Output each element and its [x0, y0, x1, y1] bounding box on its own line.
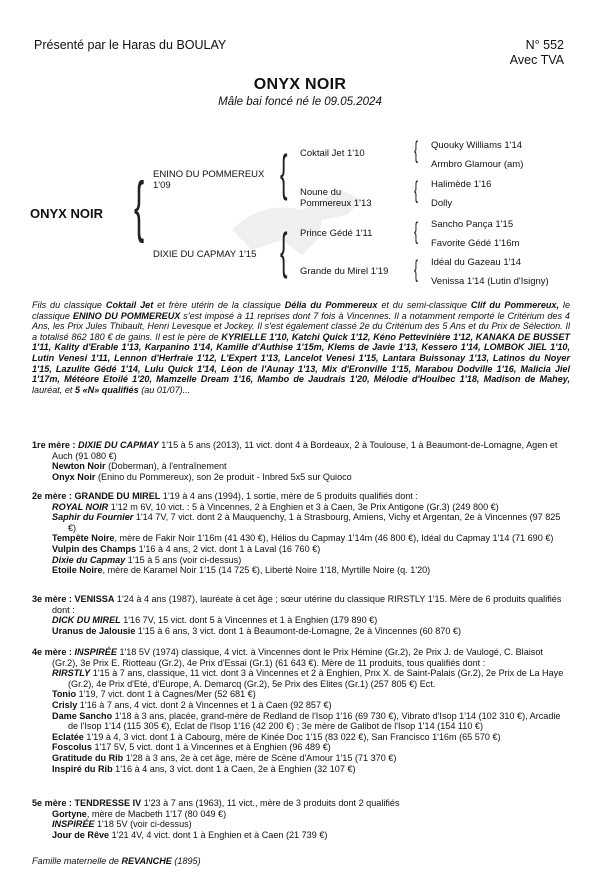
pedigree-gen3-3: Halimède 1'16 [431, 179, 492, 190]
pedigree-gen3-5: Sancho Pança 1'15 [431, 219, 514, 230]
pedigree-gen3-7: Idéal du Gazeau 1'14 [431, 257, 522, 268]
pedigree-subject: ONYX NOIR [30, 206, 103, 221]
pedigree-gen3-8: Venissa 1'14 (Lutin d'Isigny) [431, 276, 549, 287]
horse-title: ONYX NOIR [253, 76, 347, 93]
pedigree-gen3-1: Quouky Williams 1'14 [431, 140, 523, 151]
brace-icon: { [414, 256, 419, 283]
presenter-text: Présenté par le Haras du BOULAY [34, 38, 227, 52]
sire-name: ENINO DU POMMEREUX 1'09 [153, 169, 265, 191]
brace-icon: { [134, 168, 145, 244]
pedigree-gen2-4: Grande du Mirel 1'19 [300, 266, 389, 277]
second-dam-section: 2e mère : GRANDE DU MIREL 1'19 à 4 ans (1994), 1 sortie, mère de 5 produits qualifiés dont : ROYAL NOIR 1'12 m 6V, 10 vict. : 5 à Vincennes, 2 à Enghien et 3 à Caen, 3e Prix Antigone (Gr.3) (249 800 €) Saphir du Fournier 1'14 7V, 7 vict. dont 2 à Mauquenchy, 1 à Strasbourg, Amiens, Vichy et Argentan, 2e à Vincennes (97 825 €) Tempête Noire, mère de Fakir Noir 1'16m (41 430 €), Hélios du Capmay 1'14m (46 800 €), Idéal du Capmay 1'14 (71 690 €) Vulpin des Champs 1'16 à 4 ans, 2 vict. dont 1 à Laval (16 760 €) Dixie du Capmay 1'15 à 5 ans (voir ci-dessus) Etoile Noire, mère de Karamel Noir 1'15 (14 725 €), Liberté Noire 1'18, Myrtille Noire (q. 1'20) [32, 491, 561, 576]
pedigree-gen3-6: Favorite Gédé 1'16m [431, 238, 520, 249]
maternal-family-footer: Famille maternelle de REVANCHE (1895) [32, 856, 201, 866]
fourth-dam-section: 4e mère : INSPIRÉE 1'18 5V (1974) classique, 4 vict. à Vincennes dont le Prix Hémine (Gr.2), 2e Prix J. de Vaulogé, C. Blaisot (Gr.2), 3e Prix E. Riotteau (Gr.2), 4e Prix d'Essai (Gr.1) (61 643 €). Mère de 11 produits, tous qualifiés dont : RIRSTLY 1'15 à 7 ans, classique, 11 vict. dont 3 à Vincennes et 2 à Enghien, Prix X. de Saint-Palais (Gr.2), 2e Prix de La Haye (Gr.2), 4e Prix d'Eté, d'Europe, A. Demarcq (Gr.2), 5e Prix des Elites (Gr.1) (257 805 €) Ect. Tonio 1'19, 7 vict. dont 1 à Cagnes/Mer (52 681 €) Crisly 1'16 à 7 ans, 4 vict. dont 2 à Vincennes et 1 à Caen (92 857 €) Dame Sancho 1'18 à 3 ans, placée, grand-mère de Redland de l'Isop 1'16 (69 730 €), Vibrato d'Isop 1'14 (102 310 €), Arcadie de l'Isop 1'14 (115 305 €), Eclat de l'Isop 1'16 (42 200 €) ; 3e mère de Galibot de l'Isop 1'14 (154 110 €) Eclatée 1'19 à 4, 3 vict. dont 1 à Cabourg, mère de Kinée Doc 1'15 (83 022 €), San Francisco 1'16m (65 570 €) Foscolus 1'17 5V, 5 vict. dont 1 à Vincennes et à Enghien (96 489 €) Gratitude du Rib 1'28 à 3 ans, 2e à cet âge, mère de Scène d'Amour 1'15 (71 370 €) Inspiré du Rib 1'16 à 4 ans, 3 vict. dont 1 à Caen, 2e à Enghien (32 107 €) [32, 647, 564, 774]
brace-icon: { [414, 177, 419, 204]
third-dam-section: 3e mère : VENISSA 1'24 à 4 ans (1987), lauréate à cet âge ; sœur utérine du classique RIRSTLY 1'15. Mère de 6 produits qualifiés dont : DICK DU MIREL 1'16 7V, 15 vict. dont 5 à Vincennes et 1 à Enghien (179 890 €) Uranus de Jalousie 1'15 à 6 ans, 3 vict. dont 1 à Beaumont-de-Lomagne, 2e à Vincennes (60 870 €) [32, 594, 562, 636]
brace-icon: { [280, 145, 288, 201]
pedigree-gen2-1: Coktail Jet 1'10 [300, 148, 365, 159]
horse-description: Mâle bai foncé né le 09.05.2024 [218, 96, 382, 108]
brace-icon: { [280, 223, 288, 279]
pedigree-gen2-3: Prince Gédé 1'11 [300, 228, 373, 239]
first-dam-section: 1re mère : DIXIE DU CAPMAY 1'15 à 5 ans (2013), 11 vict. dont 4 à Bordeaux, 2 à Toulouse, 1 à Beaumont-de-Lomagne, Agen et Auch (91 080 €) Newton Noir (Doberman), à l'entraînement Onyx Noir (Enino du Pommereux), son 2e produit - Inbred 5x5 sur Quioco [32, 440, 558, 482]
pedigree-gen3-2: Armbro Glamour (am) [431, 159, 524, 170]
pedigree-gen2-2: Noune du Pommereux 1'13 [300, 187, 372, 209]
pedigree-gen3-4: Dolly [431, 198, 453, 209]
lot-number: N° 552 [525, 38, 564, 52]
sire-description: Fils du classique Coktail Jet et frère utérin de la classique Délia du Pommereux et du semi-classique Clif du Pommereux, le classique ENINO DU POMMEREUX s'est imposé à 11 reprises dont 7 fois à Vincennes. Il a notamment remporté le Critérium des 4 Ans, les Prix Jules Thibault, Henri Levesque et Jockey. Il s'est également classé 2e du Critérium des 5 Ans et du Prix de Sélection. Il a totalisé 862 180 € de gains. Il est le père de KYRIELLE 1'10, Katchi Quick 1'12, Kéno Pettevinière 1'12, KANAKA DE BUSSET 1'11, Kality d'Erable 1'13, Karpanino 1'14, Kamille d'Authise 1'15m, Klems de Javie 1'13, Kessero 1'14, LOMBOK JIEL 1'10, Lutin Venesi 1'11, Lennon d'Herfraie 1'12, L'Expert 1'13, Lancelot Venesi 1'15, Lantara Buissonay 1'13, Latinos du Noyer 1'15, Lazulite Gédé 1'14, Lulu Quick 1'14, Léon de l'Aunay 1'13, Mix d'Eronville 1'15, Marabou Dodville 1'16, Malicia Jiel 1'17m, Météore Etoilé 1'20, Mamzelle Dream 1'16, Mambo de Jaudrais 1'20, Mélodie d'Houlbec 1'18, Madison de Mahey, lauréat, et 5 «N» qualifiés (au 01/07)... [32, 300, 571, 395]
brace-icon: { [414, 137, 419, 164]
brace-icon: { [414, 218, 419, 245]
dam-name: DIXIE DU CAPMAY 1'15 [153, 249, 257, 260]
fifth-dam-section: 5e mère : TENDRESSE IV 1'23 à 7 ans (1963), 11 vict., mère de 3 produits dont 2 qualifiés Gortyne, mère de Macbeth 1'17 (80 049 €) INSPIRÉE 1'18 5V (voir ci-dessus) Jour de Rêve 1'21 4V, 4 vict. dont 1 à Enghien et à Caen (21 739 €) [32, 798, 400, 840]
vat-label: Avec TVA [509, 53, 564, 67]
